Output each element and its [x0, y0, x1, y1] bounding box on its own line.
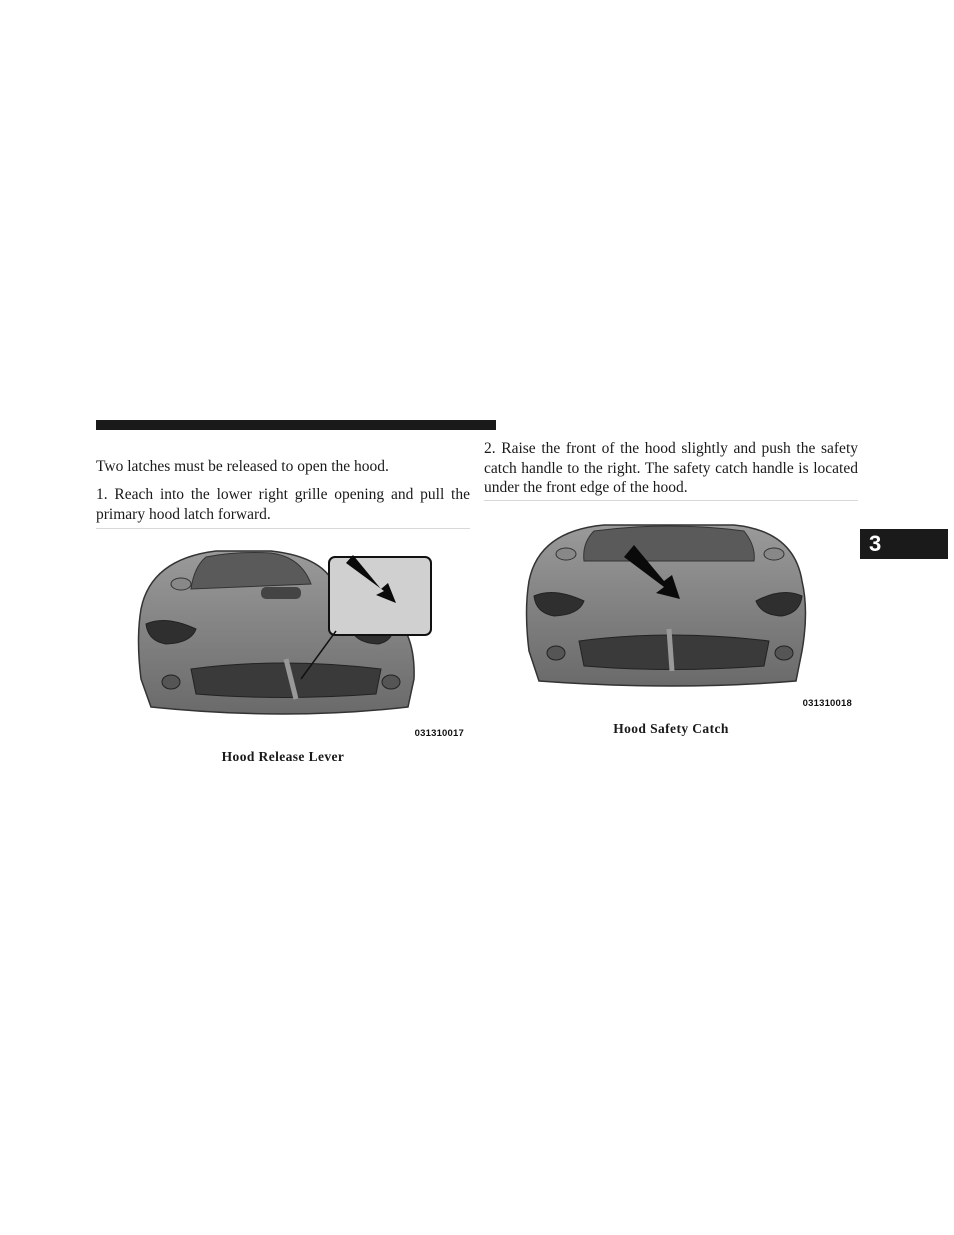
step-1-paragraph: 1. Reach into the lower right grille opening and pull the primary hood latch forward. [96, 486, 470, 523]
car-front-illustration [484, 501, 858, 713]
hood-release-lever-figure [96, 528, 470, 743]
hood-safety-catch-figure [484, 500, 858, 713]
chapter-tab: 3 [860, 529, 948, 559]
figure-code: 031310017 [414, 728, 464, 739]
section-rule [96, 420, 496, 430]
figure-code: 031310018 [802, 698, 852, 709]
step-2-paragraph: 2. Raise the front of the hood slightly and push the safety catch handle to the right. The safety catch handle is located under the front edge of the hood. [484, 440, 858, 496]
car-front-illustration [96, 529, 470, 743]
figure-caption: Hood Safety Catch [613, 721, 729, 736]
figure-caption: Hood Release Lever [221, 749, 345, 764]
intro-paragraph: Two latches must be released to open the hood. [96, 458, 389, 475]
